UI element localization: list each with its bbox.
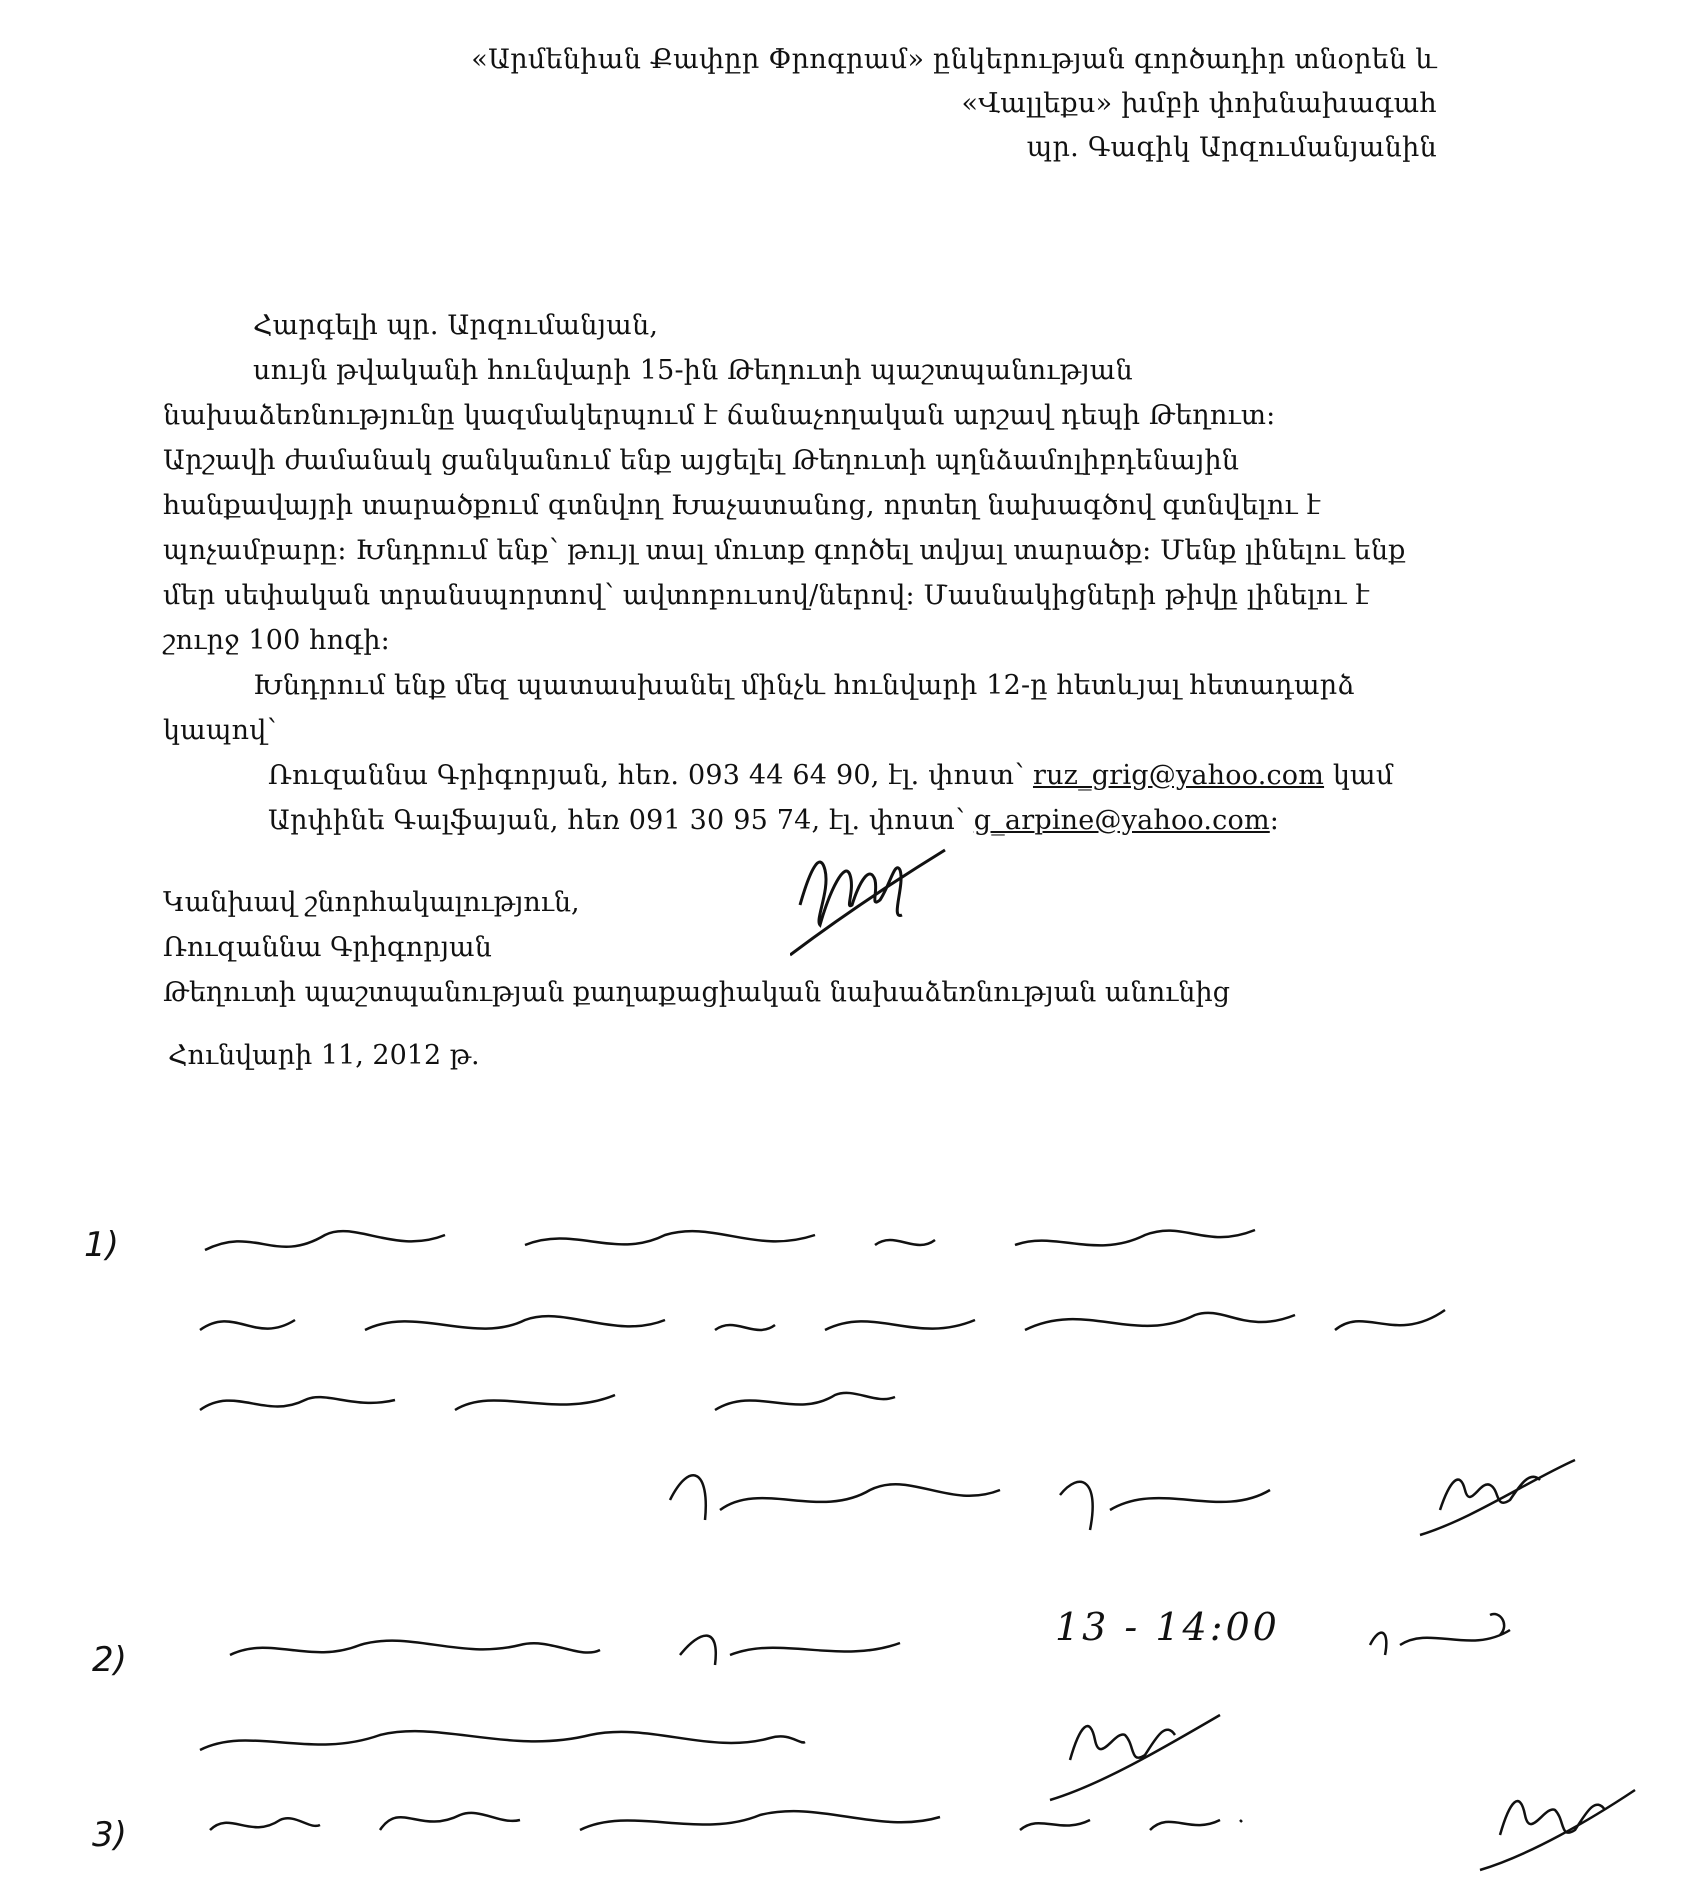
addressee-line-2: «Վալլեքս» խմբի փոխնախագահ [961,88,1437,119]
handwritten-number-2: 2) [92,1640,127,1680]
contact-1-suffix: կամ [1324,760,1394,791]
paragraph-1-line-7: շուրջ 100 հոգի: [163,625,390,656]
contact-1-text: Ռուզաննա Գրիգորյան, հեռ. 093 44 64 90, էլ. փոստ՝ [268,760,1033,791]
handwritten-note-1 [195,1205,1495,1435]
paragraph-1-line-5: պոչամբարը: Խնդրում ենք՝ թույլ տալ մուտք գործել տվյալ տարածք: Մենք լինելու ենք [163,535,1406,566]
contact-2-text: Արփինե Գալֆայան, հեռ 091 30 95 74, էլ. փոստ՝ [268,805,974,836]
paragraph-2-line-1: Խնդրում ենք մեզ պատասխանել մինչև հունվարի 12-ը հետևյալ հետադարձ [253,670,1355,701]
closing-line-1: Կանխավ շնորհակալություն, [163,887,580,918]
contact-1 [163,753,1443,798]
paragraph-1-line-2: նախաձեռնությունը կազմակերպում է ճանաչողական արշավ դեպի Թեղուտ: [163,400,1276,431]
closing-block [163,880,1230,1015]
paragraph-2-line-2: կապով՝ [163,715,277,746]
handwritten-note-2-line-1 [220,1605,1070,1685]
paragraph-1-line-4: հանքավայրի տարածքում գտնվող Խաչատանոց, որտեղ նախագծով գտնվելու է [163,490,1321,521]
handwritten-signature-name [660,1440,1580,1540]
paragraph-1-line-6: մեր սեփական տրանսպորտով՝ ավտոբուսով/ներով: Մասնակիցների թիվը լինելու է [163,580,1370,611]
closing-line-2: Ռուզաննա Գրիգորյան [163,932,492,963]
salutation: Հարգելի պր. Արզումանյան, [253,310,659,341]
handwritten-note-2-word [1360,1600,1540,1670]
paragraph-1-line-3: Արշավի ժամանակ ցանկանում ենք այցելել Թեղուտի պղնձամոլիբդենային [163,445,1240,476]
addressee-block [471,38,1437,170]
letter-body [163,303,1443,843]
letter-date: Հունվարի 11, 2012 թ. [168,1040,480,1071]
closing-line-3: Թեղուտի պաշտպանության քաղաքացիական նախաձեռնության անունից [163,977,1230,1008]
handwritten-number-3: 3) [92,1815,127,1855]
handwritten-note-3 [200,1775,1640,1875]
handwritten-time: 13 - 14:00 [1055,1605,1280,1649]
handwritten-number-1: 1) [84,1225,119,1265]
contact-1-email[interactable]: ruz_grig@yahoo.com [1032,760,1325,791]
contact-2-email[interactable]: g_arpine@yahoo.com [973,805,1270,836]
addressee-line-1: «Արմենիան Քափըր Փրոգրամ» ընկերության գործադիր տնօրեն և [471,44,1437,75]
addressee-line-3: պր. Գագիկ Արզումանյանին [1026,132,1437,163]
contact-2-suffix: : [1269,805,1280,836]
paragraph-1-line-1: սույն թվականի հունվարի 15-ին Թեղուտի պաշտպանության [253,355,1133,386]
